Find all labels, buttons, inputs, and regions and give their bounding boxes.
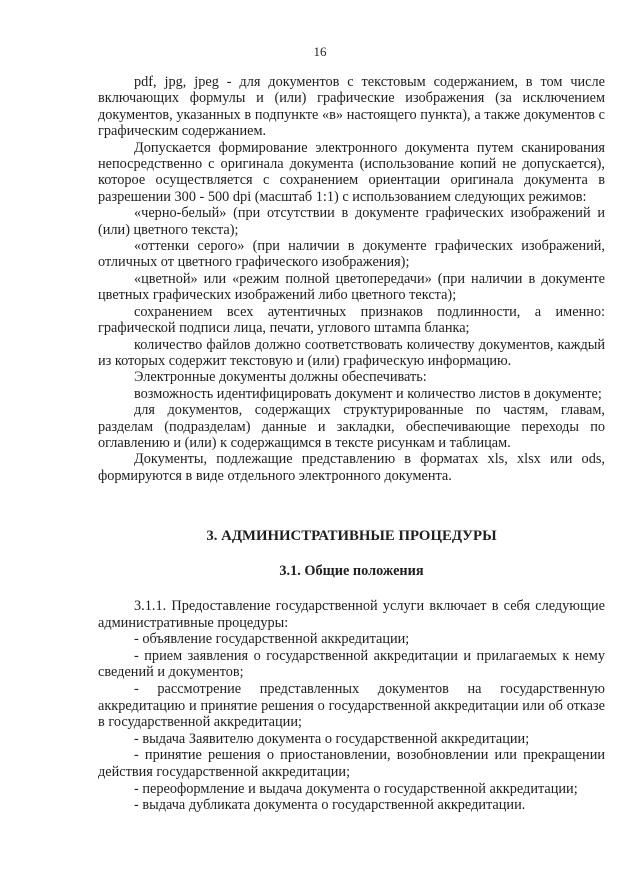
paragraph-authenticity: сохранением всех аутентичных признаков подлинности, а именно: графической подписи лица, печати, углового штампа бланка; — [98, 303, 605, 337]
section-heading: 3. АДМИНИСТРАТИВНЫЕ ПРОЦЕДУРЫ — [206, 528, 497, 544]
paragraph-scanning: Допускается формирование электронного документа путем сканирования непосредственно с оригинала документа (использование копий не допускается), которое осуществляется с сохранением ориентации оригинала документа в разрешении 300 - 500 dpi (масштаб 1:1) с использованием следующих режимов: — [98, 139, 605, 205]
list-item: - рассмотрение представленных документов на государственную аккредитацию и принятие решения о государственной аккредитации или об отказе в государственной аккредитации; — [98, 680, 605, 731]
list-item: - выдача Заявителю документа о государственной аккредитации; — [134, 730, 530, 747]
paragraph-requirements: Электронные документы должны обеспечивать: — [134, 369, 427, 386]
paragraph-mode-bw: «черно-белый» (при отсутствии в документе графических изображений и (или) цветного текста); — [98, 205, 605, 238]
page-number: 16 — [313, 44, 327, 59]
paragraph-spreadsheets: Документы, подлежащие представлению в форматах xls, xlsx или ods, формируются в виде отдельного электронного документа. — [98, 451, 605, 484]
paragraph-mode-gray: «оттенки серого» (при наличии в документе графических изображений, отличных от цветного графического изображения); — [98, 238, 605, 271]
body-text — [98, 74, 605, 484]
paragraph-mode-color: «цветной» или «режим полной цветопередачи» (при наличии в документе цветных графических изображений либо цветного текста); — [98, 270, 605, 304]
procedures-list — [98, 598, 605, 814]
list-item: - выдача дубликата документа о государственной аккредитации. — [134, 797, 526, 814]
subsection-heading: 3.1. Общие положения — [279, 563, 424, 579]
list-item: - переоформление и выдача документа о государственной аккредитации; — [134, 780, 578, 797]
list-item: - прием заявления о государственной аккредитации и прилагаемых к нему сведений и документов; — [98, 647, 605, 681]
paragraph-file-count: количество файлов должно соответствовать количеству документов, каждый из которых содержит текстовую и (или) графическую информацию. — [98, 336, 605, 369]
list-item: - объявление государственной аккредитации; — [134, 631, 410, 648]
paragraph-structured: для документов, содержащих структурированные по частям, главам, разделам (подразделам) данные и закладки, обеспечивающие переходы по оглавлению и (или) к содержащимся в тексте рисункам и таблицам. — [98, 402, 605, 451]
list-item: - принятие решения о приостановлении, возобновлении или прекращении действия государственной аккредитации; — [98, 747, 605, 780]
paragraph-formats: pdf, jpg, jpeg - для документов с текстовым содержанием, в том числе включающих формулы и (или) графические изображения (за исключением документов, указанных в подпункте «в» настоящего пункта), а также документов с графическим содержанием. — [98, 74, 605, 140]
paragraph-identify: возможность идентифицировать документ и количество листов в документе; — [134, 385, 602, 402]
procedures-intro: 3.1.1. Предоставление государственной услуги включает в себя следующие административные процедуры: — [98, 598, 605, 631]
